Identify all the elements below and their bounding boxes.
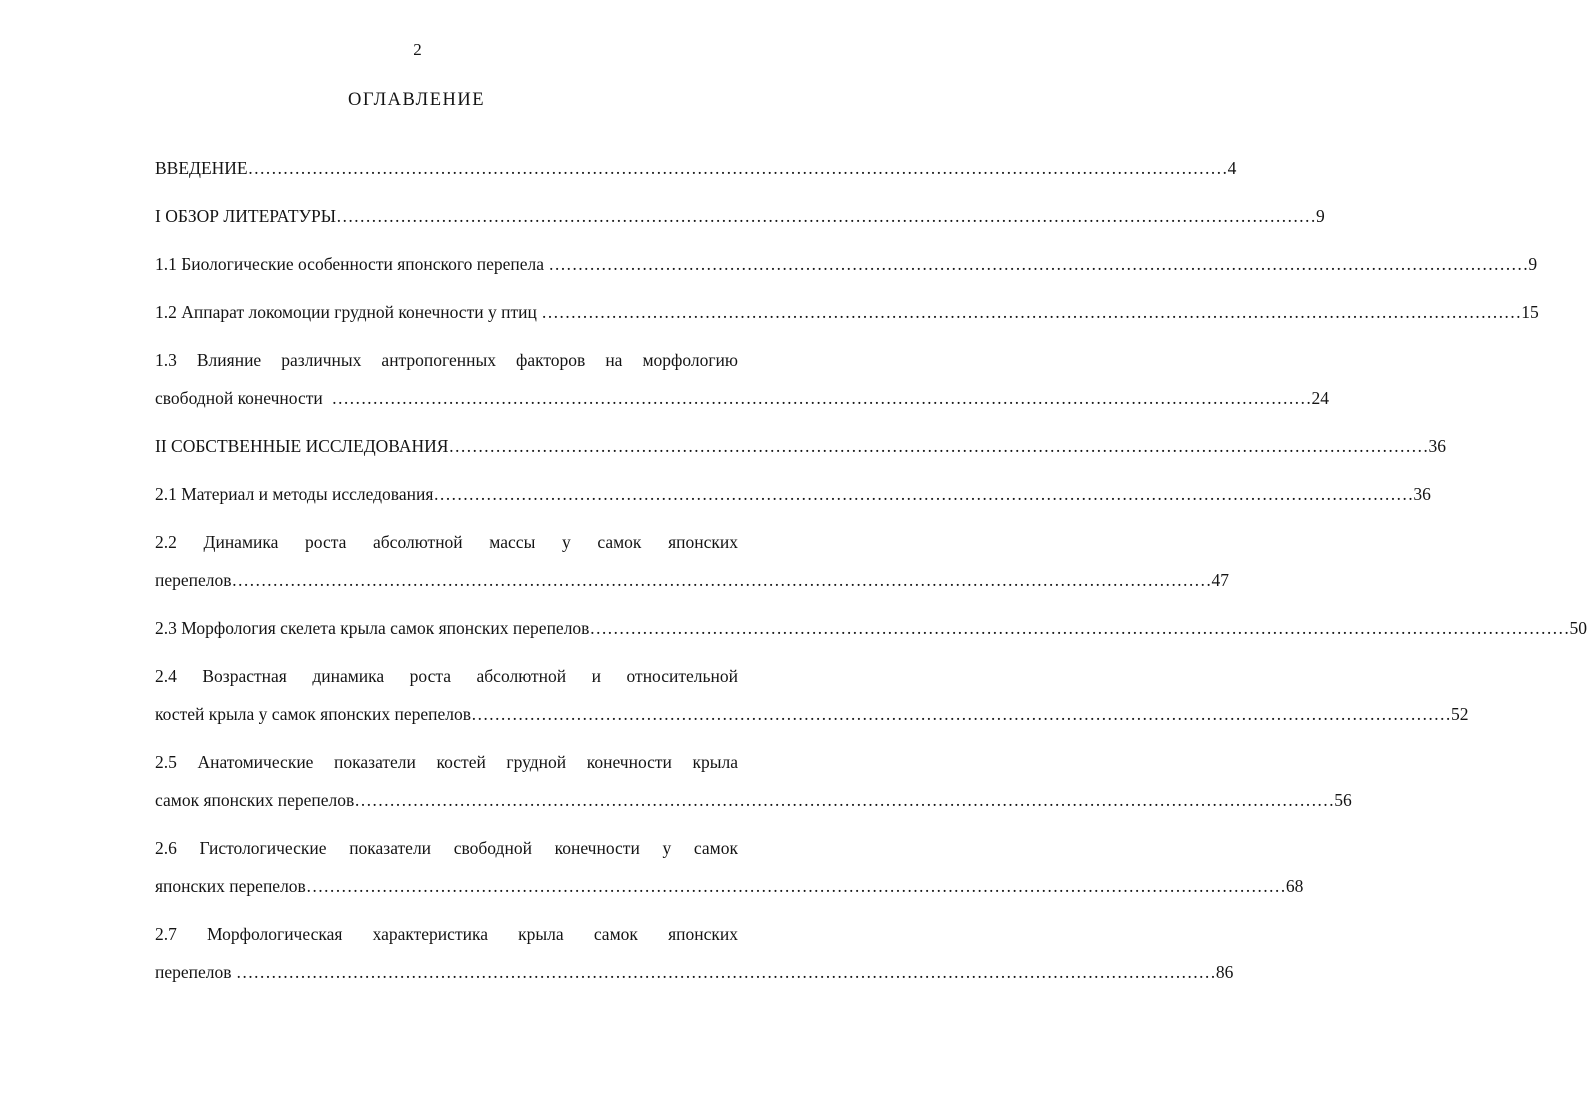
dot-leader: …………………………………………………………………………………………………………………………………………………… — [541, 302, 1522, 322]
toc-entry-page: 15 — [1521, 302, 1539, 322]
toc-entry-text: японских перепелов — [155, 876, 306, 896]
toc-entry-text: свободной конечности — [155, 388, 332, 408]
toc-entry-line: 1.3 Влияние различных антропогенных факторов на морфологию — [155, 350, 738, 370]
toc-entry — [155, 523, 1230, 599]
toc-entry — [155, 427, 1446, 465]
toc-entry-page: 68 — [1285, 876, 1304, 896]
toc-entry-lastline — [155, 695, 1469, 733]
toc-entry — [155, 915, 1234, 991]
toc-entry-page: 50 — [1569, 618, 1587, 638]
toc-entry — [155, 293, 1539, 331]
toc-entry-lastline — [155, 475, 1431, 513]
toc-entry-text: костей крыла у самок японских перепелов — [155, 704, 471, 724]
dot-leader: …………………………………………………………………………………………………………………………………………………… — [331, 388, 1312, 408]
dot-leader: …………………………………………………………………………………………………………………………………………………… — [335, 206, 1316, 226]
toc-entry — [155, 657, 1469, 733]
toc-entry-lastline — [155, 149, 1237, 187]
toc-entry — [155, 829, 1304, 905]
toc-title: ОГЛАВЛЕНИЕ — [347, 90, 486, 110]
dot-leader: …………………………………………………………………………………………………………………………………………………… — [235, 962, 1216, 982]
toc-entry-page: 4 — [1227, 158, 1237, 178]
dot-leader: …………………………………………………………………………………………………………………………………………………… — [471, 704, 1451, 724]
toc-entry-text: 2.3 Морфология скелета крыла самок японских перепелов — [155, 618, 590, 638]
dot-leader: …………………………………………………………………………………………………………………………………………………… — [589, 618, 1570, 638]
toc-entry-lastline — [155, 561, 1230, 599]
page-number: 2 — [413, 40, 422, 59]
toc-entry-page: 9 — [1315, 206, 1325, 226]
toc-entry-text: 1.1 Биологические особенности японского перепела — [155, 254, 549, 274]
toc-entry — [155, 475, 1431, 513]
toc-entry-line: 2.5 Анатомические показатели костей грудной конечности крыла — [155, 752, 738, 772]
toc-entry-text: самок японских перепелов — [155, 790, 355, 810]
toc-entry-lastline — [155, 427, 1446, 465]
toc-entry-page: 52 — [1451, 704, 1469, 724]
dot-leader: …………………………………………………………………………………………………………………………………………………… — [354, 790, 1335, 810]
toc-entry-text: перепелов — [155, 570, 232, 590]
toc-entry — [155, 149, 1237, 187]
toc-entry-lastline — [155, 953, 1234, 991]
toc-entry-page: 9 — [1528, 254, 1538, 274]
toc-entry — [155, 245, 1538, 283]
toc-entry-line: 2.2 Динамика роста абсолютной массы у самок японских — [155, 532, 738, 552]
toc-entry-page: 47 — [1211, 570, 1230, 590]
toc-entry-page: 86 — [1215, 962, 1234, 982]
toc-entry-lastline — [155, 197, 1325, 235]
toc-entry — [155, 609, 1587, 647]
dot-leader: …………………………………………………………………………………………………………………………………………………… — [548, 254, 1529, 274]
toc-entry-page: 36 — [1413, 484, 1431, 504]
dot-leader: …………………………………………………………………………………………………………………………………………………… — [433, 484, 1414, 504]
toc-entry-lastline — [155, 609, 1587, 647]
toc-entry-page: 56 — [1334, 790, 1352, 810]
toc-entry — [155, 341, 1330, 417]
toc-entry-lastline — [155, 379, 1330, 417]
toc-entry-text: ВВЕДЕНИЕ — [155, 158, 248, 178]
toc-entry-line: 2.4 Возрастная динамика роста абсолютной и относительной — [155, 666, 738, 686]
toc-entry-text: 2.1 Материал и методы исследования — [155, 484, 434, 504]
toc-entry-text: перепелов — [155, 962, 236, 982]
toc-entry-page: 24 — [1311, 388, 1330, 408]
toc-entry-lastline — [155, 245, 1538, 283]
toc-entry — [155, 197, 1325, 235]
toc-entry-line: 2.6 Гистологические показатели свободной конечности у самок — [155, 838, 738, 858]
toc-entry — [155, 743, 1352, 819]
toc — [155, 149, 1587, 991]
toc-entry-lastline — [155, 867, 1304, 905]
toc-entry-text: I ОБЗОР ЛИТЕРАТУРЫ — [155, 206, 336, 226]
toc-entry-line: 2.7 Морфологическая характеристика крыла самок японских — [155, 924, 738, 944]
dot-leader: …………………………………………………………………………………………………………………………………………………… — [448, 436, 1429, 456]
dot-leader: …………………………………………………………………………………………………………………………………………………… — [305, 876, 1286, 896]
toc-entry-text: II СОБСТВЕННЫЕ ИССЛЕДОВАНИЯ — [155, 436, 449, 456]
dot-leader: …………………………………………………………………………………………………………………………………………………… — [247, 158, 1228, 178]
toc-entry-lastline — [155, 781, 1352, 819]
toc-entry-text: 1.2 Аппарат локомоции грудной конечности у птиц — [155, 302, 542, 322]
toc-entry-lastline — [155, 293, 1539, 331]
toc-entry-page: 36 — [1428, 436, 1446, 456]
dot-leader: …………………………………………………………………………………………………………………………………………………… — [231, 570, 1212, 590]
